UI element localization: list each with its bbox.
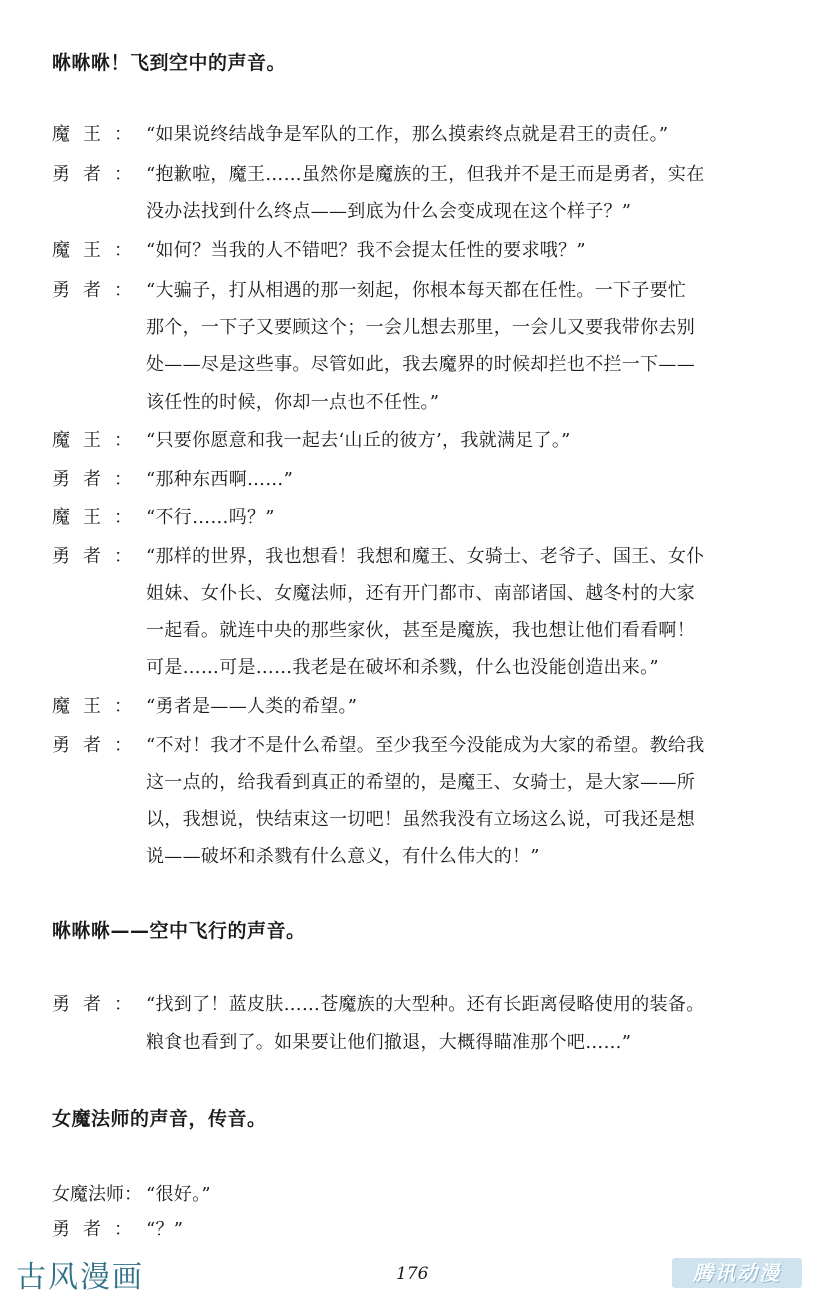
dialogue-line: 没办法找到什么终点——到底为什么会变成现在这个样子？” [146, 201, 632, 222]
dialogue-line: “勇者是——人类的希望。” [146, 696, 358, 717]
dialogue-line: “找到了！蓝皮肤……苍魔族的大型种。还有长距离侵略使用的装备。 [146, 994, 705, 1015]
speaker-label: 勇者： [52, 1219, 132, 1240]
speaker-label: 魔王： [52, 124, 132, 145]
page-number: 176 [396, 1264, 429, 1284]
speaker-label: 魔王： [52, 240, 132, 261]
dialogue-line: “只要你愿意和我一起去‘山丘的彼方’，我就满足了。” [146, 430, 571, 451]
dialogue-line: “如果说终结战争是军队的工作，那么摸索终点就是君王的责任。” [146, 124, 669, 145]
speaker-label: 女魔法师： [52, 1184, 142, 1205]
dialogue-line: “如何？当我的人不错吧？我不会提太任性的要求哦？” [146, 240, 586, 261]
dialogue-line: “那样的世界，我也想看！我想和魔王、女骑士、老爷子、国王、女仆 [146, 546, 705, 567]
dialogue-line: 说——破坏和杀戮有什么意义，有什么伟大的！” [146, 846, 540, 867]
watermark-logo-right: 腾讯动漫 [672, 1258, 802, 1288]
dialogue-line: 一起看。就连中央的那些家伙，甚至是魔族，我也想让他们看看啊！ [146, 620, 695, 641]
speaker-label: 勇者： [52, 546, 132, 567]
dialogue-line: “抱歉啦，魔王……虽然你是魔族的王，但我并不是王而是勇者，实在 [146, 164, 705, 185]
dialogue-line: 粮食也看到了。如果要让他们撤退，大概得瞄准那个吧……” [146, 1032, 632, 1053]
dialogue-line: “大骗子，打从相遇的那一刻起，你根本每天都在任性。一下子要忙 [146, 280, 687, 301]
speaker-label: 魔王： [52, 430, 132, 451]
dialogue-line: 那个，一下子又要顾这个；一会儿想去那里，一会儿又要我带你去别 [146, 317, 695, 338]
watermark-logo-left: 古风漫画 [16, 1260, 144, 1295]
dialogue-line: 该任性的时候，你却一点也不任性。” [146, 392, 440, 413]
dialogue-line: 可是……可是……我老是在破坏和杀戮，什么也没能创造出来。” [146, 657, 659, 678]
dialogue-line: “不行……吗？” [146, 507, 275, 528]
speaker-label: 勇者： [52, 280, 132, 301]
dialogue-line: “很好。” [146, 1184, 211, 1205]
section-heading: 咻咻咻！飞到空中的声音。 [52, 52, 287, 74]
speaker-label: 勇者： [52, 735, 132, 756]
dialogue-line: 以，我想说，快结束这一切吧！虽然我没有立场这么说，可我还是想 [146, 809, 695, 830]
dialogue-line: “？” [146, 1219, 184, 1240]
speaker-label: 勇者： [52, 994, 132, 1015]
speaker-label: 魔王： [52, 696, 132, 717]
dialogue-line: 姐妹、女仆长、女魔法师，还有开门都市、南部诸国、越冬村的大家 [146, 583, 695, 604]
speaker-label: 勇者： [52, 469, 132, 490]
section-heading: 女魔法师的声音，传音。 [52, 1108, 267, 1130]
speaker-label: 勇者： [52, 164, 132, 185]
section-heading: 咻咻咻——空中飞行的声音。 [52, 920, 306, 942]
dialogue-line: “那种东西啊……” [146, 469, 294, 490]
dialogue-line: 处——尽是这些事。尽管如此，我去魔界的时候却拦也不拦一下—— [146, 354, 695, 375]
dialogue-line: 这一点的，给我看到真正的希望的，是魔王、女骑士，是大家——所 [146, 772, 695, 793]
speaker-label: 魔王： [52, 507, 132, 528]
dialogue-line: “不对！我才不是什么希望。至少我至今没能成为大家的希望。教给我 [146, 735, 705, 756]
